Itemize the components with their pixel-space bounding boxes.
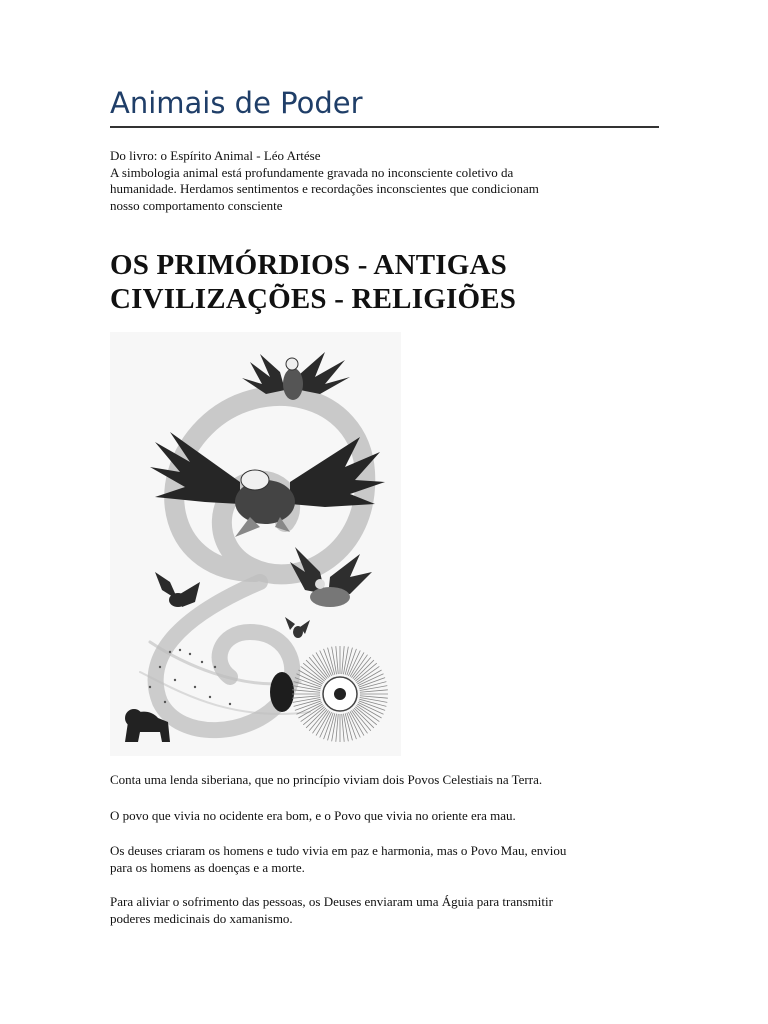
sun-ray [292,696,320,698]
paragraph-1-line-1: Conta uma lenda siberiana, que no princípio viviam dois Povos Celestiais na Terra. [110,772,543,787]
intro-line-2: humanidade. Herdamos sentimentos e recordações inconscientes que condicionam [110,181,539,196]
sun-ray [293,697,321,702]
sun-ray [316,711,330,735]
paragraph-2-line-1: O povo que vivia no ocidente era bom, e o Povo que vivia no oriente era mau. [110,808,516,823]
sun-ray [357,670,381,684]
sun-ray [298,670,322,684]
sun-icon [292,646,388,742]
sun-ray [360,686,388,691]
sun-ray [343,714,348,742]
sun-ray [360,690,388,692]
paragraph-2 [110,808,660,825]
page-title: Animais de Poder [110,86,363,120]
sun-ray [342,714,344,742]
intro-text [110,148,660,214]
section-heading [110,248,660,316]
sun-ray [360,697,388,702]
eagle-left-icon [155,572,200,607]
section-heading-line-1: OS PRIMÓRDIOS - ANTIGAS [110,249,507,281]
dark-disc-icon [270,672,294,712]
sun-ray [350,652,364,676]
section-heading-line-2: CIVILIZAÇÕES - RELIGIÕES [110,283,517,315]
intro-line-3: nosso comportamento consciente [110,197,283,213]
sun-ray [292,690,320,692]
sun-ray [357,704,381,718]
sun-ray [343,647,348,675]
sun-ray [332,714,337,742]
small-bird-icon [285,617,310,638]
eagles-spiral-illustration [110,332,401,756]
intro-line-1: A simbologia animal está profundamente gravada no inconsciente coletivo da [110,164,514,180]
sun-ray [336,646,338,674]
sun-ray [360,696,388,698]
title-underline [110,126,659,128]
sun-ray [316,652,330,676]
sun-ray [332,647,337,675]
sun-ray [298,704,322,718]
sun-ray [342,646,344,674]
paragraph-4-line-1: Para aliviar o sofrimento das pessoas, os Deuses enviaram uma Águia para transmitir [110,894,553,909]
paragraph-4 [110,894,660,927]
paragraph-3 [110,843,660,876]
paragraph-3-line-2: para os homens as doenças e a morte. [110,859,305,875]
sun-ray [350,711,364,735]
illustration-svg [110,332,401,756]
paragraph-4-line-2: poderes medicinais do xamanismo. [110,910,293,926]
paragraph-3-line-1: Os deuses criaram os homens e tudo vivia em paz e harmonia, mas o Povo Mau, enviou [110,843,567,858]
sun-ray [336,714,338,742]
paragraph-1 [110,772,660,789]
intro-source: Do livro: o Espírito Animal - Léo Artése [110,148,321,163]
